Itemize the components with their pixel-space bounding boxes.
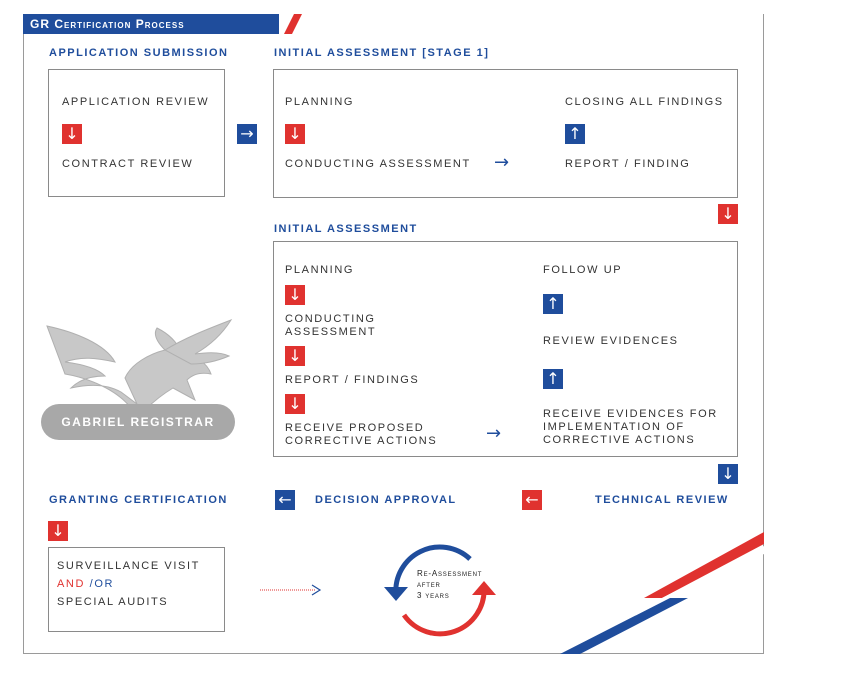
section-granting-certification: GRANTING CERTIFICATION [49, 494, 228, 506]
arrow-right-icon: → [237, 124, 257, 144]
arrow-right-icon: → [486, 423, 502, 444]
initial-receive-evidences-label-3: CORRECTIVE ACTIONS [543, 434, 696, 446]
decorative-stripes-icon [550, 528, 765, 655]
stage1-conducting-label: CONDUCTING ASSESSMENT [285, 158, 471, 170]
or-text: /OR [85, 578, 115, 590]
surveillance-visit-label: SURVEILLANCE VISIT [57, 560, 200, 572]
initial-planning-label: PLANNING [285, 264, 355, 276]
and-or-label [57, 578, 114, 591]
section-initial-assessment: INITIAL ASSESSMENT [274, 223, 418, 235]
arrow-down-icon: ↓ [718, 204, 738, 224]
logo-text: GABRIEL REGISTRAR [61, 415, 215, 429]
arrow-down-icon: ↓ [285, 124, 305, 144]
arrow-left-icon: ← [522, 490, 542, 510]
header-stripe-icon [270, 14, 310, 34]
stage1-planning-label: PLANNING [285, 96, 355, 108]
arrow-down-icon: ↓ [48, 521, 68, 541]
arrow-up-icon: ↑ [543, 369, 563, 389]
arrow-down-icon: ↓ [285, 394, 305, 414]
arrow-down-icon: ↓ [62, 124, 82, 144]
initial-conducting-label: CONDUCTING [285, 313, 376, 325]
initial-receive-evidences-label-2: IMPLEMENTATION OF [543, 421, 685, 433]
initial-receive-evidences-label: RECEIVE EVIDENCES FOR [543, 408, 718, 420]
stage1-closing-label: CLOSING ALL FINDINGS [565, 96, 724, 108]
arrow-down-icon: ↓ [718, 464, 738, 484]
initial-review-evidences-label: REVIEW EVIDENCES [543, 335, 679, 347]
arrow-left-icon: ← [275, 490, 295, 510]
reassessment-label-3: 3 years [417, 591, 450, 600]
initial-conducting-label-2: ASSESSMENT [285, 326, 377, 338]
eagle-logo-icon [45, 318, 235, 410]
arrow-down-icon: ↓ [285, 285, 305, 305]
arrow-up-icon: ↑ [565, 124, 585, 144]
initial-report-label: REPORT / FINDINGS [285, 374, 420, 386]
initial-follow-up-label: FOLLOW UP [543, 264, 623, 276]
initial-receive-proposed-label-2: CORRECTIVE ACTIONS [285, 435, 438, 447]
arrow-down-icon: ↓ [285, 346, 305, 366]
stage1-report-label: REPORT / FINDING [565, 158, 691, 170]
reassessment-label-1: Re-Assessment [417, 569, 483, 578]
and-text: AND [57, 578, 86, 590]
arrow-up-icon: ↑ [543, 294, 563, 314]
reassessment-label-2: after [417, 580, 441, 589]
section-technical-review: TECHNICAL REVIEW [595, 494, 729, 506]
stage1-box [273, 69, 738, 198]
section-application-submission: APPLICATION SUBMISSION [49, 47, 229, 59]
section-initial-assessment-stage1: INITIAL ASSESSMENT [STAGE 1] [274, 47, 490, 59]
section-decision-approval: DECISION APPROVAL [315, 494, 457, 506]
contract-review-label: CONTRACT REVIEW [62, 158, 194, 170]
arrow-right-icon: → [494, 152, 510, 173]
dotted-arrow-icon [258, 582, 328, 598]
reassessment-cycle-icon [378, 535, 508, 640]
initial-receive-proposed-label: RECEIVE PROPOSED [285, 422, 425, 434]
header-title: GR Certification Process [30, 17, 185, 31]
special-audits-label: SPECIAL AUDITS [57, 596, 169, 608]
application-review-label: APPLICATION REVIEW [62, 96, 210, 108]
